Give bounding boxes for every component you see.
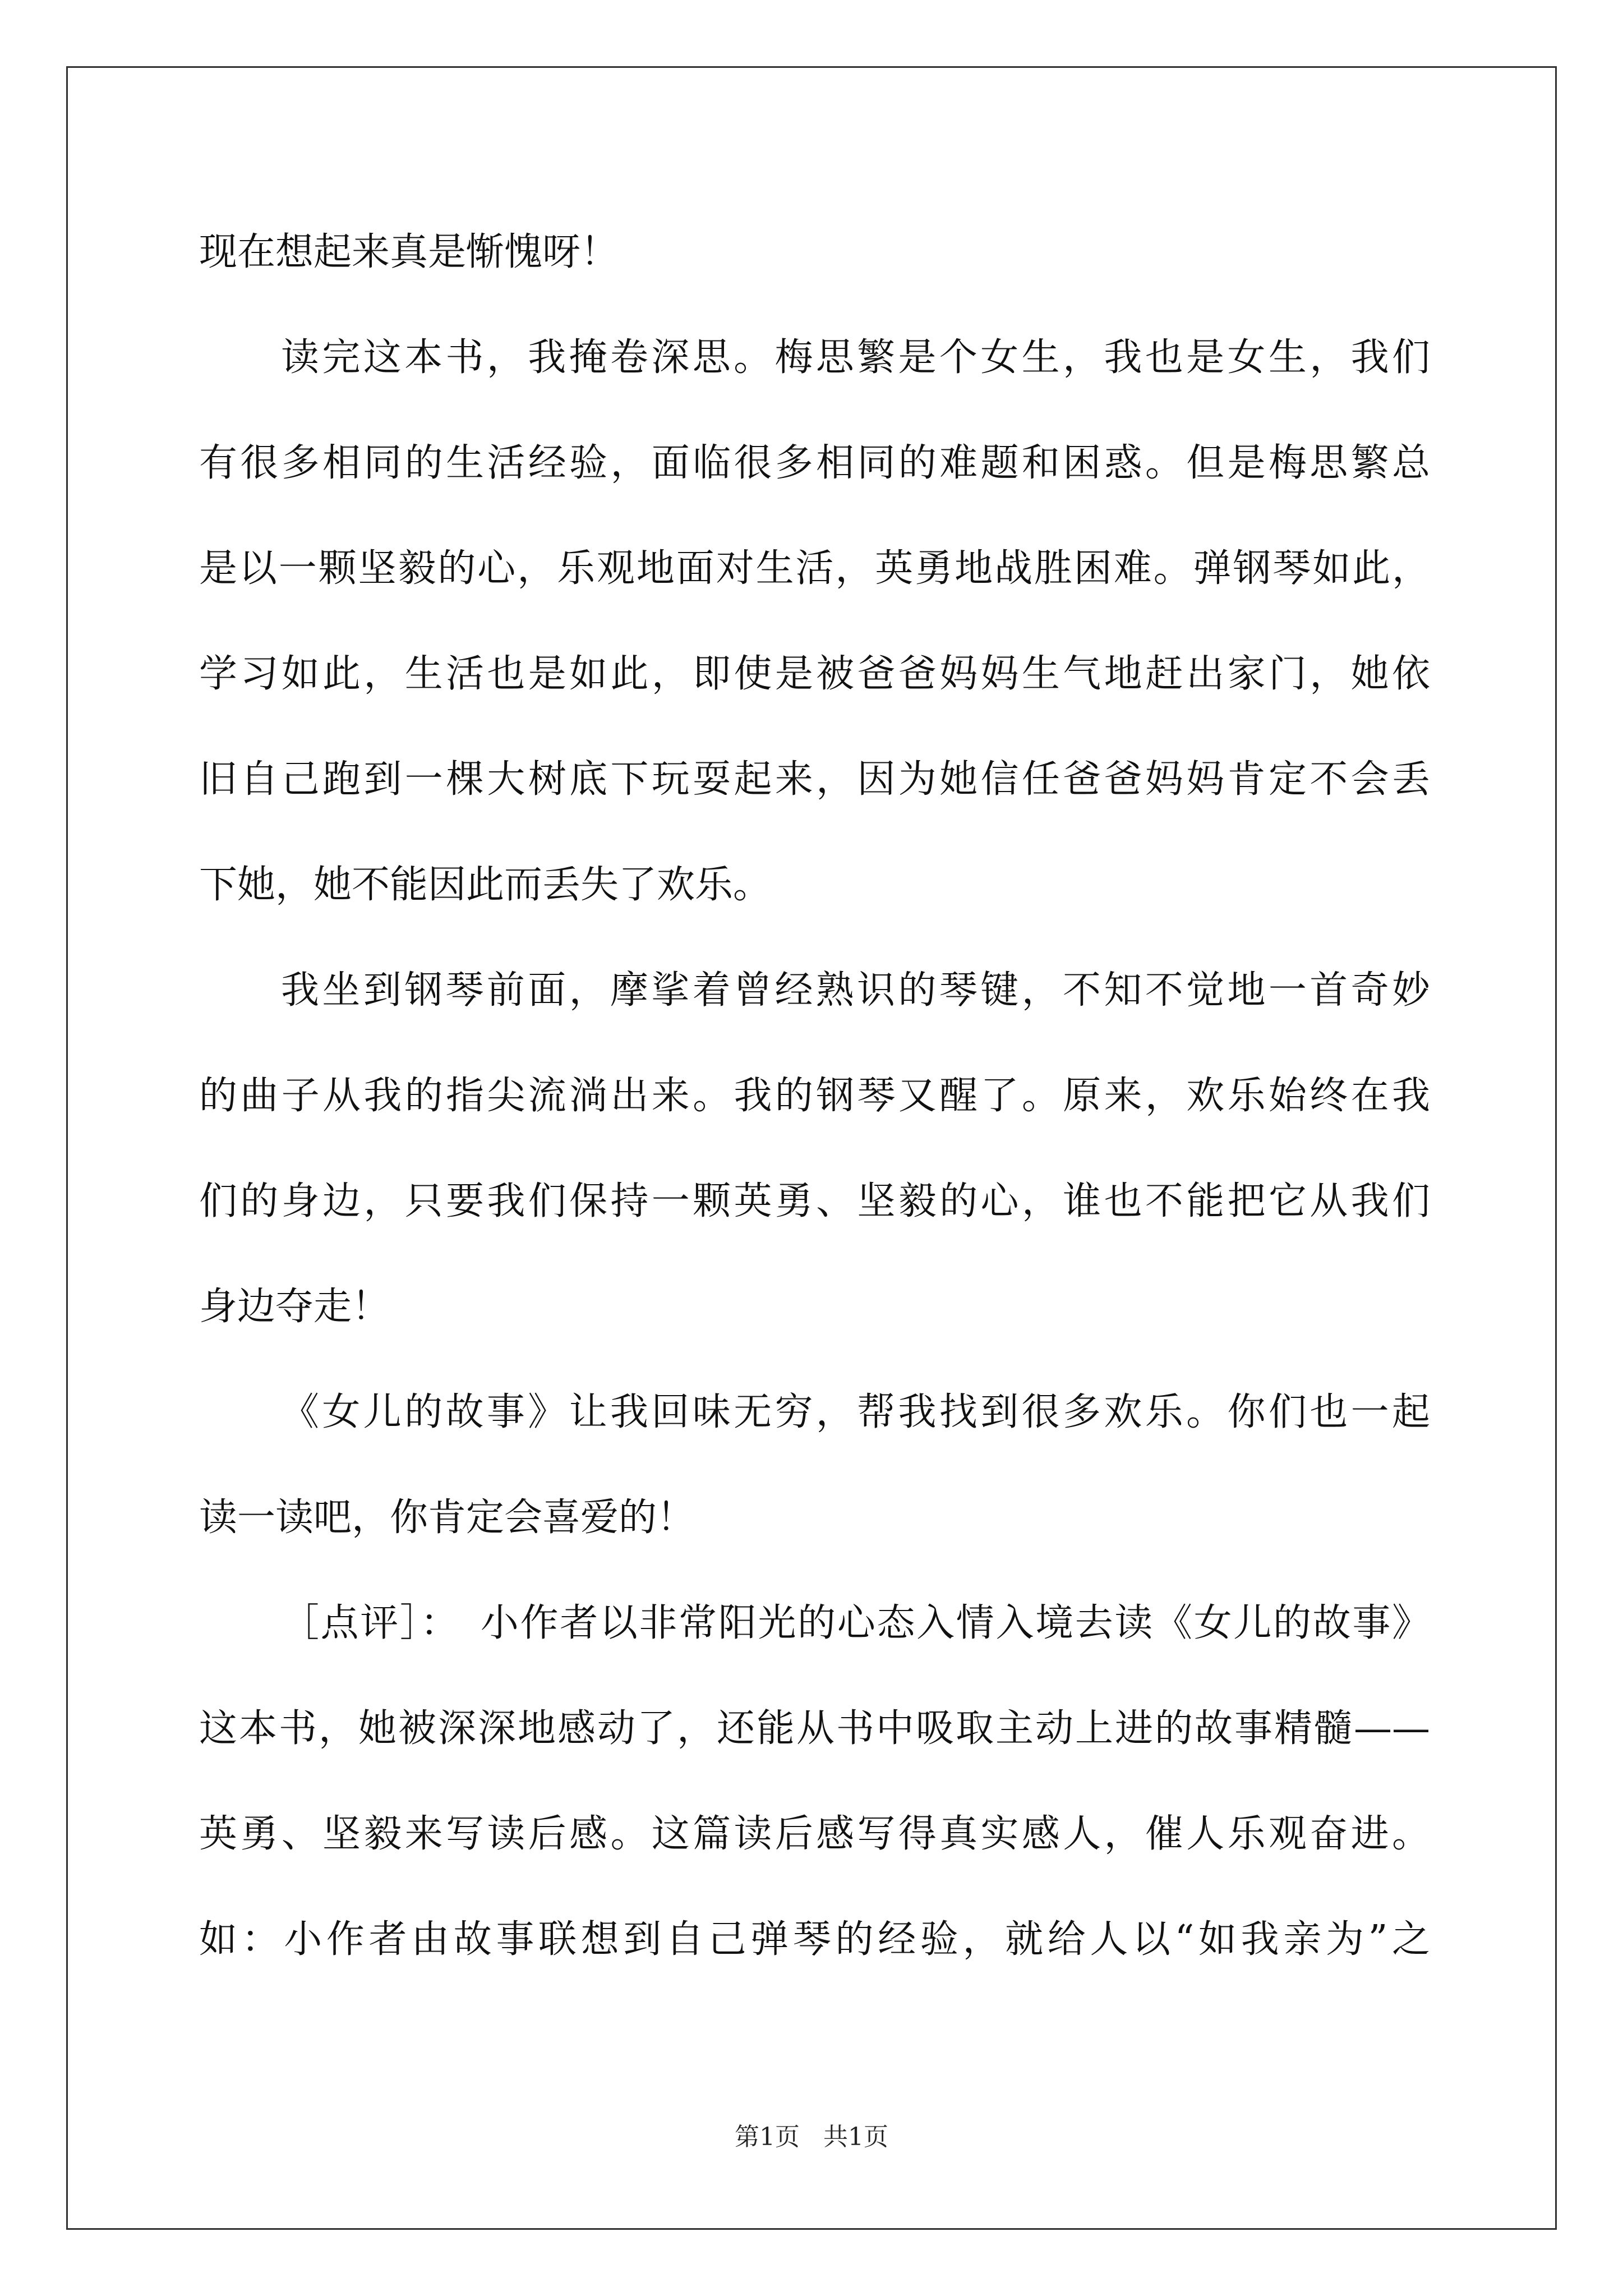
page-total: 共1页: [823, 2123, 888, 2151]
page-number: 第1页: [735, 2123, 800, 2151]
text-line: 这本书，她被深深地感动了，还能从书中吸取主动上进的故事精髓——: [199, 1706, 1430, 1751]
text-line: 身边夺走！: [199, 1285, 390, 1329]
text-line: 我坐到钢琴前面，摩挲着曾经熟识的琴键，不知不觉地一首奇妙: [281, 968, 1430, 1013]
text-line: 学习如此，生活也是如此，即使是被爸爸妈妈生气地赶出家门，她依: [199, 652, 1430, 696]
text-line: ［点评］： 小作者以非常阳光的心态入情入境去读《女儿的故事》: [281, 1601, 1430, 1645]
page-footer: [0, 2120, 1623, 2154]
text-line: 旧自己跑到一棵大树底下玩耍起来，因为她信任爸爸妈妈肯定不会丢: [199, 757, 1430, 802]
text-line: 现在想起来真是惭愧呀！: [199, 230, 619, 274]
text-line: 们的身边，只要我们保持一颗英勇、坚毅的心，谁也不能把它从我们: [199, 1179, 1430, 1223]
text-line: 的曲子从我的指尖流淌出来。我的钢琴又醒了。原来，欢乐始终在我: [199, 1074, 1430, 1118]
text-line: 有很多相同的生活经验，面临很多相同的难题和困惑。但是梅思繁总: [199, 441, 1430, 485]
text-line: 读一读吧，你肯定会喜爱的！: [199, 1496, 695, 1540]
text-line: 下她，她不能因此而丢失了欢乐。: [199, 863, 772, 907]
text-line: 英勇、坚毅来写读后感。这篇读后感写得真实感人，催人乐观奋进。: [199, 1812, 1430, 1856]
text-line: 读完这本书，我掩卷深思。梅思繁是个女生，我也是女生，我们: [281, 335, 1430, 380]
text-line: 《女儿的故事》让我回味无穷，帮我找到很多欢乐。你们也一起: [281, 1390, 1430, 1434]
text-line: 是以一颗坚毅的心，乐观地面对生活，英勇地战胜困难。弹钢琴如此，: [199, 546, 1430, 591]
text-line: 如：小作者由故事联想到自己弹琴的经验，就给人以“如我亲为”之: [199, 1917, 1430, 1962]
